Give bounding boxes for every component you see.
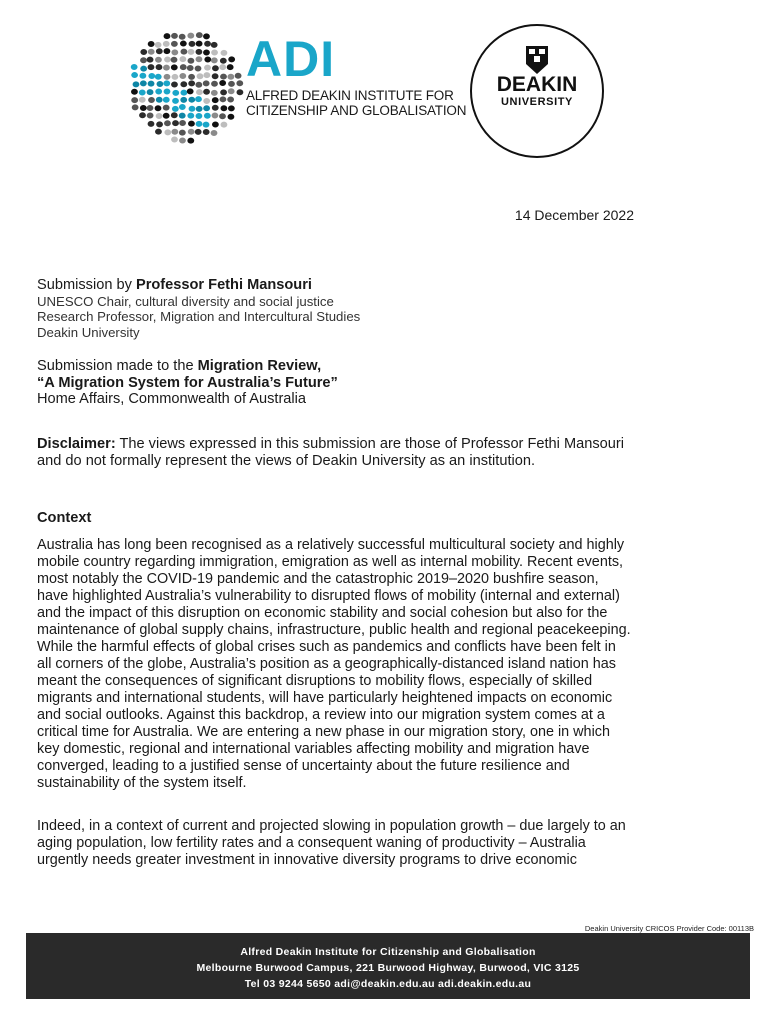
paragraph-line: Australia has long been recognised as a relatively successful multicultural society and highly [37, 537, 625, 553]
globe-tile [163, 113, 170, 119]
paragraph-line: Indeed, in a context of current and projected slowing in population growth – due largely to an [37, 818, 626, 834]
globe-tile [147, 89, 154, 95]
globe-tile [212, 113, 219, 119]
globe-tile [203, 105, 210, 111]
globe-tile [189, 41, 196, 47]
globe-tile [133, 81, 140, 87]
globe-tile [228, 56, 235, 62]
globe-tile [179, 34, 186, 40]
context-paragraph-2 [37, 818, 737, 869]
globe-tile [156, 64, 163, 70]
globe-tile [172, 90, 179, 96]
globe-tile [211, 50, 218, 56]
globe-tile [179, 130, 186, 136]
globe-tile [172, 74, 179, 80]
globe-tile [220, 89, 227, 95]
globe-tile [171, 129, 178, 135]
globe-tile [180, 41, 187, 47]
globe-tile [196, 89, 203, 95]
globe-tile [148, 49, 155, 55]
globe-tile [179, 113, 186, 119]
globe-tile [203, 98, 210, 104]
globe-mosaic-icon [122, 24, 248, 148]
paragraph-line: sustainability of the system itself. [37, 775, 247, 791]
paragraph-line: key domestic, regional and international variables affecting mobility and migration have [37, 741, 590, 757]
globe-tile [204, 57, 211, 63]
globe-tile [228, 114, 235, 120]
globe-tile [148, 121, 155, 127]
globe-tile [164, 57, 171, 63]
globe-tile [187, 138, 194, 144]
context-paragraph-1 [37, 537, 737, 792]
globe-tile [180, 64, 187, 70]
globe-tile [204, 41, 211, 47]
submission-author-block [37, 277, 727, 340]
disclaimer-line-1 [37, 436, 727, 453]
globe-tile [220, 58, 227, 64]
paragraph-line: have highlighted Australia’s vulnerability to disrupted flows of mobility (internal and external) [37, 588, 620, 604]
paragraph-line: meant the consequences of significant disruptions to mobility flows, especially of skilled [37, 673, 593, 689]
globe-tile [196, 41, 203, 47]
globe-tile [219, 113, 226, 119]
globe-tile [163, 41, 170, 47]
globe-tile [148, 64, 155, 70]
section-heading-context: Context [37, 510, 92, 526]
globe-tile [188, 121, 195, 127]
globe-tile [220, 105, 227, 111]
globe-tile [237, 89, 244, 95]
globe-tile [171, 136, 178, 142]
globe-tile [228, 81, 235, 87]
globe-tile [188, 58, 195, 64]
globe-tile [139, 97, 146, 103]
disclaimer-text: The views expressed in this submission are those of Professor Fethi Mansouri [115, 436, 624, 452]
globe-tile [179, 73, 186, 79]
globe-tile [147, 105, 154, 111]
paragraph-line: maintenance of global supply chains, infrastructure, public health and regional peacekeeping. [37, 622, 631, 638]
globe-tile [148, 81, 155, 87]
globe-tile [203, 33, 210, 39]
globe-tile [236, 80, 243, 86]
globe-tile [211, 57, 218, 63]
review-name: Migration Review, [197, 358, 322, 374]
paragraph-line: urgently needs greater investment in innovative diversity programs to drive economic [37, 852, 577, 868]
author-role: Deakin University [37, 324, 140, 340]
globe-tile [139, 89, 146, 95]
globe-tile [172, 98, 179, 104]
globe-tile [156, 113, 163, 119]
globe-tile [164, 88, 171, 94]
paragraph-line: mobile country regarding immigration, emigration as well as internal mobility. Recent events, [37, 554, 624, 570]
department-name: Home Affairs, Commonwealth of Australia [37, 391, 307, 407]
globe-tile [196, 113, 203, 119]
globe-tile [195, 82, 202, 88]
globe-tile [147, 57, 154, 63]
paragraph-line: aging population, low fertility rates and a consequent waning of productivity – Australia [37, 835, 586, 851]
globe-tile [172, 120, 179, 126]
globe-tile [228, 88, 235, 94]
globe-tile [227, 96, 234, 102]
globe-tile [195, 129, 202, 135]
submission-by-line [37, 277, 727, 294]
globe-tile [140, 66, 147, 72]
globe-tile [164, 33, 171, 39]
globe-tile [148, 41, 155, 47]
globe-tile [212, 97, 219, 103]
globe-tile [219, 80, 226, 86]
globe-tile [181, 49, 188, 55]
globe-tile [211, 90, 218, 96]
globe-tile [235, 73, 242, 79]
globe-tile [227, 64, 234, 70]
globe-tile [197, 73, 204, 79]
globe-tile [204, 65, 211, 71]
adi-logo-subtitle [246, 88, 466, 118]
submission-made-line [37, 358, 727, 375]
paragraph-line: most notably the COVID-19 pandemic and the catastrophic 2019–2020 bushfire season, [37, 571, 599, 587]
globe-tile [148, 73, 155, 79]
globe-tile [211, 130, 218, 136]
globe-tile [196, 121, 203, 127]
globe-tile [131, 64, 138, 70]
globe-tile [163, 65, 170, 71]
globe-tile [212, 65, 219, 71]
deakin-logo-university: UNIVERSITY [500, 96, 573, 108]
globe-tile [195, 96, 202, 102]
globe-tile [179, 120, 186, 126]
submission-by-prefix: Submission by [37, 277, 136, 293]
paragraph-line: converged, leading to a justified sense of uncertainty about the future resilience and [37, 758, 570, 774]
globe-tile [221, 50, 228, 56]
review-title: “A Migration System for Australia’s Future” [37, 374, 338, 391]
globe-tile [155, 42, 162, 48]
paragraph-line: critical time for Australia. We are entering a new phase in our migration story, one in which [37, 724, 610, 740]
globe-tile [188, 49, 195, 55]
paragraph-line: and social outlooks. Against this backdrop, a review into our migration system comes at a [37, 707, 605, 723]
globe-tile [140, 49, 147, 55]
globe-tile [172, 106, 179, 112]
globe-tile [163, 80, 170, 86]
globe-tile [155, 105, 162, 111]
submission-target-block [37, 358, 727, 408]
globe-tile [187, 113, 194, 119]
globe-tile [196, 49, 203, 55]
submission-made-prefix: Submission made to the [37, 358, 198, 374]
letter-date: 14 December 2022 [514, 207, 634, 223]
globe-tile [157, 81, 164, 87]
globe-tile [156, 48, 163, 54]
globe-tile [211, 42, 218, 48]
globe-tile [212, 105, 219, 111]
globe-tile [171, 57, 178, 63]
globe-tile [179, 56, 186, 62]
globe-tile [140, 57, 147, 63]
globe-tile [219, 64, 226, 70]
globe-tile [139, 112, 146, 118]
globe-tile [131, 97, 138, 103]
cricos-provider-code: Deakin University CRICOS Provider Code: 00113B [584, 924, 754, 933]
globe-tile [179, 137, 186, 143]
globe-tile [196, 106, 203, 112]
author-role: UNESCO Chair, cultural diversity and social justice [37, 293, 334, 309]
globe-tile [203, 72, 210, 78]
globe-tile [171, 64, 178, 70]
disclaimer-label: Disclaimer: [37, 436, 116, 452]
globe-tile [139, 73, 146, 79]
globe-tile [132, 104, 139, 110]
footer-contact: Tel 03 9244 5650 adi@deakin.edu.au adi.deakin.edu.au [244, 978, 532, 990]
globe-tile [187, 65, 194, 71]
globe-tile [155, 88, 162, 94]
paragraph-line: While the harmful effects of global crises such as pandemics and conflicts have been felt in [37, 639, 616, 655]
globe-tile [187, 88, 194, 94]
paragraph-line: migrants and international students, will have particularly heightened impacts on economic [37, 690, 613, 706]
globe-tile [196, 56, 203, 62]
globe-tile [180, 81, 187, 87]
globe-tile [140, 80, 147, 86]
globe-tile [203, 89, 210, 95]
globe-tile [179, 104, 186, 110]
globe-tile [203, 49, 210, 55]
globe-tile [164, 48, 171, 54]
adi-logo-line-2: CITIZENSHIP AND GLOBALISATION [246, 103, 467, 118]
globe-tile [221, 122, 228, 128]
globe-tile [148, 97, 155, 103]
paragraph-line: and the impact of this disruption on economic stability and social cohesion but also for the [37, 605, 608, 621]
globe-tile [155, 129, 162, 135]
globe-tile [203, 122, 210, 128]
globe-tile [220, 74, 227, 80]
globe-tile [204, 113, 211, 119]
globe-tile [171, 49, 178, 55]
globe-tile [203, 80, 210, 86]
globe-tile [171, 112, 178, 118]
globe-tile [196, 32, 203, 38]
globe-tile [155, 74, 162, 80]
globe-tile [203, 129, 210, 135]
globe-tile [195, 66, 202, 72]
globe-tile [220, 96, 227, 102]
globe-tile [228, 105, 235, 111]
footer-institute-name: Alfred Deakin Institute for Citizenship and Globalisation [240, 946, 536, 958]
globe-tile [163, 97, 170, 103]
disclaimer [37, 436, 727, 469]
paragraph-line: all corners of the globe, Australia’s position as a geographically-distanced island nation has [37, 656, 616, 672]
globe-tile [147, 113, 154, 119]
globe-tile [188, 80, 195, 86]
author-name: Professor Fethi Mansouri [135, 277, 312, 293]
globe-tile [180, 97, 187, 103]
footer-address: Melbourne Burwood Campus, 221 Burwood Highway, Burwood, VIC 3125 [196, 962, 580, 974]
globe-tile [171, 33, 178, 39]
globe-tile [212, 73, 219, 79]
globe-tile [187, 33, 194, 39]
globe-tile [155, 57, 162, 63]
globe-tile [140, 105, 147, 111]
globe-tile [180, 90, 187, 96]
disclaimer-line-2: and do not formally represent the views of Deakin University as an institution. [37, 452, 536, 469]
globe-tile [171, 81, 178, 87]
globe-tile [212, 122, 219, 128]
globe-tile [211, 81, 218, 87]
adi-logo-acronym: ADI [246, 31, 336, 87]
globe-tile [164, 120, 171, 126]
globe-tile [131, 72, 138, 78]
globe-tile [171, 41, 178, 47]
deakin-logo-name: DEAKIN [496, 73, 578, 96]
globe-tile [188, 74, 195, 80]
globe-tile [163, 105, 170, 111]
adi-logo-line-1: ALFRED DEAKIN INSTITUTE FOR [246, 88, 454, 103]
globe-tile [156, 121, 163, 127]
globe-tile [189, 106, 196, 112]
globe-tile [227, 74, 234, 80]
globe-tile [164, 129, 171, 135]
globe-tile [188, 97, 195, 103]
globe-tile [164, 74, 171, 80]
globe-tile [156, 97, 163, 103]
author-role: Research Professor, Migration and Intercultural Studies [37, 309, 361, 324]
globe-tile [131, 89, 138, 95]
globe-tile [188, 129, 195, 135]
